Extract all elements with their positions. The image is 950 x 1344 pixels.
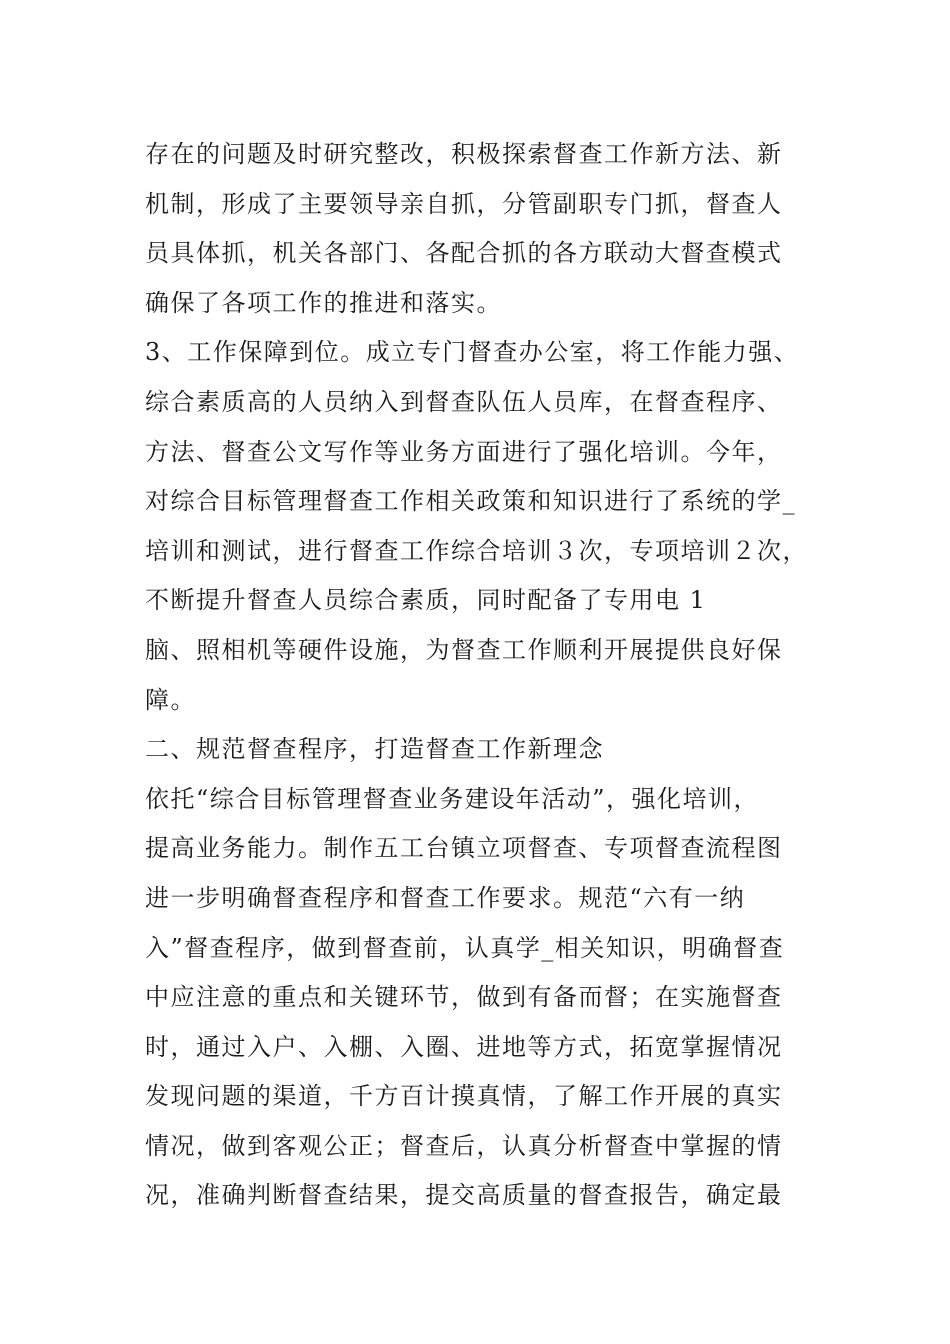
text-line: 综合素质高的人员纳入到督查队伍人员库，在督查程序、: [145, 387, 783, 416]
text-line: 存在的问题及时研究整改，积极探索督查工作新方法、新: [145, 140, 783, 168]
section-heading: 二、规范督查程序，打造督查工作新理念: [145, 735, 604, 764]
text-line: 入”督查程序，做到督查前，认真学_相关知识，明确督查: [145, 933, 785, 962]
text-line: 员具体抓，机关各部门、各配合抓的各方联动大督查模式: [145, 239, 783, 268]
text-line: 障。: [145, 685, 196, 714]
text-line: 时，通过入户、入棚、入圈、进地等方式，拓宽掌握情况: [145, 1032, 783, 1061]
text-line: 机制，形成了主要领导亲自抓，分管副职专门抓，督查人: [145, 189, 783, 218]
text-line: 中应注意的重点和关键环节，做到有备而督；在实施督查: [145, 983, 783, 1012]
text-line: 情况，做到客观公正；督查后，认真分析督查中掌握的情: [145, 1131, 783, 1160]
text-line: 提高业务能力。制作五工台镇立项督查、专项督查流程图: [145, 834, 783, 863]
text-line: 发现问题的渠道，千方百计摸真情，了解工作开展的真实: [145, 1082, 783, 1111]
body-text: [145, 130, 810, 1221]
text-line: 进一步明确督查程序和督查工作要求。规范“六有一纳: [145, 883, 746, 912]
text-line: 3、工作保障到位。成立专门督查办公室，将工作能力强、: [145, 338, 800, 367]
text-line: 方法、督查公文写作等业务方面进行了强化培训。今年，: [145, 437, 783, 466]
text-line: 确保了各项工作的推进和落实。: [145, 288, 502, 317]
text-line: 脑、照相机等硬件设施，为督查工作顺利开展提供良好保: [145, 635, 783, 664]
text-line: 对综合目标管理督查工作相关政策和知识进行了系统的学_: [145, 487, 796, 516]
text-line: 不断提升督查人员综合素质，同时配备了专用电 1: [145, 586, 707, 615]
text-line: 依托“综合目标管理督查业务建设年活动”，强化培训，: [145, 784, 760, 813]
text-line: 培训和测试，进行督查工作综合培训３次，专项培训２次，: [145, 536, 808, 565]
text-line: 况，准确判断督查结果，提交高质量的督查报告，确定最: [145, 1181, 783, 1210]
